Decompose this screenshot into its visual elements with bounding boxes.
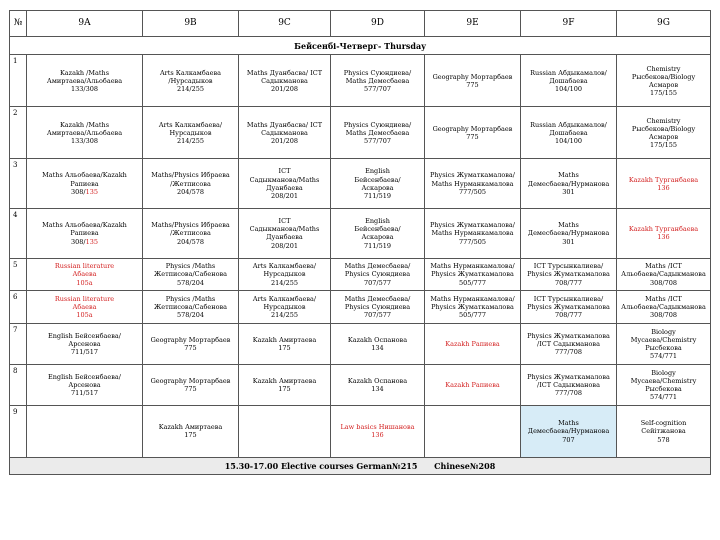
timetable [9, 10, 711, 475]
lesson-line: Physics Жуматкамалова [431, 302, 514, 311]
lesson-line: Рысбекова [645, 343, 682, 352]
lesson-line: 777/708 [554, 347, 582, 356]
lesson-line: 175 [278, 343, 291, 352]
period-row [10, 209, 711, 259]
lesson-line: 175 [278, 384, 291, 393]
lesson-line: Нурсадыков [263, 302, 306, 311]
lesson-cell-9g [617, 405, 711, 457]
header-class-9d: 9D [331, 11, 425, 37]
lesson-line: Альобаева/Садыкманова [621, 302, 706, 311]
lesson-line: Maths Дуанбасва/ ICT [246, 120, 323, 129]
lesson-line: Physics Жуматкамалова [527, 302, 610, 311]
lesson-line: Абаева [72, 302, 97, 311]
lesson-cell-9f [521, 55, 617, 107]
lesson-line: Maths Демесбаева/ [344, 262, 411, 271]
lesson-line: 301 [562, 187, 575, 196]
lesson-cell-9b [143, 159, 239, 209]
lesson-cell-9g [617, 323, 711, 364]
lesson-line: 208/201 [270, 241, 298, 250]
lesson-line: 578/204 [176, 278, 204, 287]
lesson-line: 711/519 [363, 191, 391, 200]
lesson-cell-9b [143, 364, 239, 405]
lesson-cell-9c [239, 323, 331, 364]
lesson-line: /ICT Садыкманова [537, 380, 600, 389]
lesson-line: Self-cognition [640, 419, 687, 428]
lesson-cell-9e [425, 209, 521, 259]
lesson-line: Arts Калкамбаева/ [252, 294, 317, 303]
lesson-line: Law basics Нишанова [340, 423, 415, 432]
lesson-line: 214/255 [270, 311, 298, 320]
period-number: 5 [10, 258, 27, 290]
lesson-cell-9f [521, 209, 617, 259]
footer-row [10, 458, 711, 475]
period-row [10, 364, 711, 405]
lesson-line: Maths Нурманкамалова/ [430, 262, 515, 271]
lesson-line: 134 [371, 384, 384, 393]
lesson-cell-9g [617, 159, 711, 209]
footer-cell [10, 458, 711, 475]
lesson-cell-9b [143, 405, 239, 457]
lesson-line: Biology [651, 368, 676, 377]
lesson-line: 775 [184, 384, 197, 393]
lesson-line: Physics Жуматкамалова [431, 270, 514, 279]
room-part-red: 135 [85, 187, 99, 196]
period-row [10, 405, 711, 457]
lesson-line: 175/155 [649, 88, 677, 97]
lesson-line: Maths/Physics Ибраева [151, 221, 230, 230]
lesson-line: Maths Демесбаева/ [344, 294, 411, 303]
lesson-line: 577/707 [363, 136, 391, 145]
lesson-line: Садыкманова [261, 76, 308, 85]
lesson-cell-9a [27, 159, 143, 209]
lesson-line: 133/308 [70, 84, 98, 93]
header-class-9f: 9F [521, 11, 617, 37]
lesson-line: Maths Дуанбасва/ ICT [246, 68, 323, 77]
lesson-line: Arts Калкамбаева/ [158, 120, 223, 129]
lesson-cell-9b [143, 209, 239, 259]
lesson-line: Chemistry [646, 116, 681, 125]
lesson-line: Maths [558, 221, 579, 230]
lesson-line: 505/777 [458, 278, 486, 287]
lesson-line: Амиртаева/Альобаева [46, 128, 123, 137]
lesson-line: 136 [371, 431, 384, 440]
lesson-cell-9b [143, 107, 239, 159]
lesson-line: Рысбекова [645, 384, 682, 393]
lesson-line: 708/777 [554, 278, 582, 287]
lesson-line: English [365, 217, 390, 226]
lesson-line: 578 [657, 435, 670, 444]
lesson-cell-9f [521, 159, 617, 209]
lesson-line: 105а [76, 311, 93, 320]
lesson-line: Russian literature [54, 262, 115, 271]
lesson-line: 711/517 [70, 347, 98, 356]
lesson-cell-9b [143, 323, 239, 364]
lesson-cell-9c [239, 291, 331, 323]
lesson-cell-9f [521, 107, 617, 159]
lesson-cell-9d [331, 55, 425, 107]
lesson-cell-9c [239, 159, 331, 209]
lesson-cell-9b [143, 258, 239, 290]
lesson-line: 134 [371, 343, 384, 352]
lesson-cell-9d [331, 107, 425, 159]
lesson-line: Biology [651, 327, 676, 336]
lesson-line [28, 188, 141, 196]
room-part: 308/ [70, 237, 86, 246]
lesson-line: Садыкманова/Maths [249, 225, 320, 234]
lesson-line: 707/577 [363, 311, 391, 320]
lesson-line: Chemistry [646, 64, 681, 73]
lesson-cell-9e [425, 258, 521, 290]
lesson-line: Рысбекова/Biology [631, 72, 696, 81]
footer-chinese: Chinese№208 [434, 461, 496, 471]
lesson-line: Жетписова/Сабенова [153, 270, 228, 279]
lesson-line: Maths Демесбаева [345, 76, 410, 85]
lesson-cell-9f [521, 323, 617, 364]
lesson-line: Physics Жуматкамалова/ [430, 221, 515, 230]
lesson-line: Physics Жуматкамалова [527, 331, 610, 340]
lesson-cell-9d [331, 405, 425, 457]
lesson-cell-9d [331, 364, 425, 405]
lesson-cell-9g [617, 107, 711, 159]
lesson-cell-9e [425, 291, 521, 323]
lesson-line: Бейсенбаева/ [354, 175, 401, 184]
lesson-cell-9f [521, 364, 617, 405]
lesson-cell-9c [239, 55, 331, 107]
lesson-line: Maths Нурманкамалова [431, 229, 514, 238]
lesson-line: 577/707 [363, 84, 391, 93]
lesson-line: 136 [657, 233, 670, 242]
lesson-line: Maths Демесбаева [345, 128, 410, 137]
header-class-9e: 9E [425, 11, 521, 37]
lesson-cell-9a [27, 323, 143, 364]
lesson-line: Maths Нурманкамалова [431, 179, 514, 188]
lesson-line: Асмаров [648, 80, 679, 89]
lesson-line: 775 [184, 343, 197, 352]
lesson-line: Russian Абдыкамалов/ [530, 120, 607, 129]
lesson-line: Абаева [72, 270, 97, 279]
lesson-line: Maths Альобаева/Kazakh [42, 171, 127, 180]
lesson-cell-9a [27, 258, 143, 290]
lesson-line: Демесбаева/Нурманова [527, 229, 610, 238]
lesson-line: 214/255 [176, 136, 204, 145]
lesson-line: Physics Суюндиева [344, 270, 411, 279]
lesson-cell-9b [143, 291, 239, 323]
lesson-line: Kazakh Турганбаева [628, 175, 699, 184]
lesson-cell-9c [239, 258, 331, 290]
lesson-cell-9e [425, 405, 521, 457]
lesson-line: 104/100 [554, 136, 582, 145]
period-number: 8 [10, 364, 27, 405]
lesson-line: Kazakh Амиртаева [252, 376, 317, 385]
lesson-line: Kazakh Амиртаева [252, 335, 317, 344]
lesson-line: Geography Мортарбаев [432, 124, 513, 133]
lesson-line: Maths Альобаева/Kazakh [42, 221, 127, 230]
lesson-line: 204/578 [176, 187, 204, 196]
lesson-line [28, 238, 141, 246]
lesson-line: ICT Турсынкалиева/ [533, 294, 604, 303]
lesson-line: Kazakh Оспанова [347, 376, 408, 385]
period-number: 4 [10, 209, 27, 259]
period-row [10, 107, 711, 159]
lesson-cell-9a [27, 364, 143, 405]
lesson-line: ICT [278, 167, 291, 176]
period-number: 2 [10, 107, 27, 159]
lesson-line: Арсенова [68, 380, 101, 389]
lesson-line: Kazakh /Maths [59, 120, 110, 129]
lesson-line: Дуанбаева [266, 233, 303, 242]
lesson-line: 574/771 [649, 351, 677, 360]
lesson-line: Russian literature [54, 294, 115, 303]
day-title: Бейсенбі-Четверг- Thursday [10, 37, 711, 55]
lesson-line: Physics Суюндиева/ [343, 68, 412, 77]
footer-time: 15.30-17.00 [224, 461, 279, 471]
lesson-line: 775 [466, 80, 479, 89]
lesson-line: 775 [466, 132, 479, 141]
lesson-line: 214/255 [176, 84, 204, 93]
lesson-line: Дуанбаева [266, 183, 303, 192]
period-number: 9 [10, 405, 27, 457]
lesson-line: 175/155 [649, 140, 677, 149]
period-number: 1 [10, 55, 27, 107]
lesson-line: Жетписова/Сабенова [153, 302, 228, 311]
lesson-cell-9e [425, 364, 521, 405]
lesson-cell-9f [521, 291, 617, 323]
room-part-red: 135 [85, 237, 99, 246]
room-part: 308/ [70, 187, 86, 196]
lesson-line: 777/505 [458, 187, 486, 196]
lesson-line: Амиртаева/Альобаева [46, 76, 123, 85]
day-row [10, 37, 711, 55]
lesson-line: 711/517 [70, 388, 98, 397]
lesson-line: /Жетписова [170, 229, 211, 238]
lesson-cell-9c [239, 405, 331, 457]
period-number: 3 [10, 159, 27, 209]
lesson-line: Демесбаева/Нурманова [527, 179, 610, 188]
lesson-line: Рапиева [70, 229, 99, 238]
lesson-line: Kazakh Турганбаева [628, 225, 699, 234]
lesson-line: Maths [558, 171, 579, 180]
lesson-line: Arts Калкамбаева/ [252, 262, 317, 271]
lesson-line: ICT Турсынкалиева/ [533, 262, 604, 271]
lesson-cell-9g [617, 209, 711, 259]
lesson-cell-9d [331, 209, 425, 259]
lesson-line: Демесбаева/Нурманова [527, 427, 610, 436]
lesson-cell-9c [239, 107, 331, 159]
lesson-line: Physics /Maths [165, 262, 216, 271]
lesson-line: 505/777 [458, 311, 486, 320]
lesson-cell-9e [425, 323, 521, 364]
lesson-line: Maths [558, 419, 579, 428]
lesson-line: 133/308 [70, 136, 98, 145]
lesson-cell-9a [27, 55, 143, 107]
lesson-line: /ICT Садыкманова [537, 339, 600, 348]
lesson-line: 708/777 [554, 311, 582, 320]
lesson-line: 777/708 [554, 388, 582, 397]
lesson-cell-9g [617, 364, 711, 405]
lesson-line: 136 [657, 183, 670, 192]
lesson-line: Physics Жуматкамалова/ [430, 171, 515, 180]
lesson-line: Нурсадыков [263, 270, 306, 279]
lesson-line: 308/708 [649, 311, 677, 320]
lesson-line: Мусаева/Chemistry [630, 335, 697, 344]
lesson-cell-9a [27, 405, 143, 457]
lesson-line: Рапиева [70, 179, 99, 188]
lesson-cell-9f [521, 405, 617, 457]
lesson-line: Дошабаева [549, 128, 588, 137]
header-num: № [10, 11, 27, 37]
lesson-cell-9g [617, 291, 711, 323]
lesson-cell-9c [239, 209, 331, 259]
lesson-line: Arts Калкамбаева [159, 68, 221, 77]
lesson-line: 201/208 [270, 136, 298, 145]
lesson-line: Maths /ICT [645, 262, 682, 271]
lesson-line: Мусаева/Chemistry [630, 376, 697, 385]
lesson-cell-9d [331, 258, 425, 290]
footer-elective: Elective courses German№215 [280, 461, 418, 471]
lesson-line: Садыкманова/Maths [249, 175, 320, 184]
lesson-line: Geography Мортарбаев [150, 376, 231, 385]
lesson-line: Physics Суюндиева/ [343, 120, 412, 129]
lesson-line: 711/519 [363, 241, 391, 250]
lesson-line: Бейсенбаева/ [354, 225, 401, 234]
lesson-line: Geography Мортарбаев [432, 72, 513, 81]
lesson-line: 707/577 [363, 278, 391, 287]
lesson-cell-9e [425, 55, 521, 107]
period-number: 6 [10, 291, 27, 323]
lesson-line: Russian Абдыкамалов/ [530, 68, 607, 77]
lesson-line: 175 [184, 431, 197, 440]
lesson-line: Kazakh Амиртаева [158, 423, 223, 432]
header-row [10, 11, 711, 37]
lesson-cell-9g [617, 55, 711, 107]
period-row [10, 291, 711, 323]
lesson-line: 105а [76, 278, 93, 287]
lesson-line: English [365, 167, 390, 176]
header-class-9a: 9A [27, 11, 143, 37]
header-class-9b: 9B [143, 11, 239, 37]
lesson-line: Аскарова [361, 233, 394, 242]
lesson-line: Maths /ICT [645, 294, 682, 303]
lesson-line: 308/708 [649, 278, 677, 287]
lesson-line: Physics Жуматкамалова [527, 372, 610, 381]
period-row [10, 323, 711, 364]
lesson-line: Kazakh Рапиева [445, 380, 500, 389]
lesson-line: 301 [562, 237, 575, 246]
lesson-line: Kazakh Рапиева [445, 339, 500, 348]
lesson-line: Geography Мортарбаев [150, 335, 231, 344]
lesson-line: 201/208 [270, 84, 298, 93]
lesson-line: Maths/Physics Ибраева [151, 171, 230, 180]
lesson-cell-9b [143, 55, 239, 107]
lesson-line: ICT [278, 217, 291, 226]
lesson-cell-9d [331, 159, 425, 209]
lesson-line: Нурсадыков [169, 128, 212, 137]
lesson-line: Садыкманова [261, 128, 308, 137]
lesson-line: Physics /Maths [165, 294, 216, 303]
lesson-cell-9c [239, 364, 331, 405]
lesson-line: 214/255 [270, 278, 298, 287]
lesson-line: Арсенова [68, 339, 101, 348]
lesson-cell-9a [27, 291, 143, 323]
lesson-line: Аскарова [361, 183, 394, 192]
period-row [10, 258, 711, 290]
lesson-cell-9d [331, 291, 425, 323]
lesson-line: Сейітжанова [641, 427, 686, 436]
lesson-line: Kazakh /Maths [59, 68, 110, 77]
lesson-cell-9e [425, 159, 521, 209]
lesson-cell-9a [27, 107, 143, 159]
lesson-line: 208/201 [270, 191, 298, 200]
lesson-line: Альобаева/Садыкманова [621, 270, 706, 279]
lesson-line: English Бейсенбаева/ [48, 331, 121, 340]
lesson-cell-9g [617, 258, 711, 290]
lesson-line: /Жетписова [170, 179, 211, 188]
lesson-line: Асмаров [648, 132, 679, 141]
lesson-line: 104/100 [554, 84, 582, 93]
lesson-cell-9a [27, 209, 143, 259]
period-row [10, 55, 711, 107]
lesson-cell-9f [521, 258, 617, 290]
lesson-line: 707 [562, 435, 575, 444]
period-row [10, 159, 711, 209]
lesson-line: Maths Нурманкамалова/ [430, 294, 515, 303]
lesson-line: 204/578 [176, 237, 204, 246]
header-class-9c: 9C [239, 11, 331, 37]
lesson-line: English Бейсенбаева/ [48, 372, 121, 381]
period-number: 7 [10, 323, 27, 364]
lesson-line: Physics Жуматкамалова [527, 270, 610, 279]
lesson-line: /Нурсадыков [168, 76, 213, 85]
lesson-line: 574/771 [649, 393, 677, 402]
lesson-line: Physics Суюндиева [344, 302, 411, 311]
header-class-9g: 9G [617, 11, 711, 37]
lesson-line: 578/204 [176, 311, 204, 320]
lesson-cell-9e [425, 107, 521, 159]
lesson-line: Kazakh Оспанова [347, 335, 408, 344]
lesson-line: Рысбекова/Biology [631, 124, 696, 133]
lesson-line: 777/505 [458, 237, 486, 246]
lesson-cell-9d [331, 323, 425, 364]
lesson-line: Дошабаева [549, 76, 588, 85]
